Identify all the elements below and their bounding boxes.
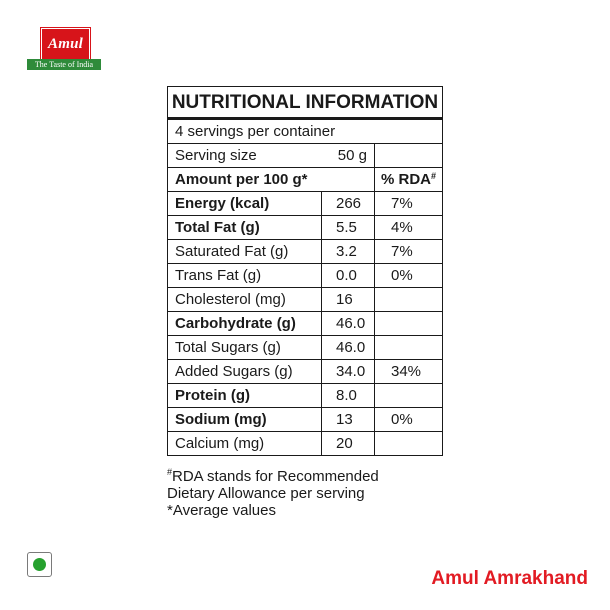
nutrient-rda: 7% bbox=[375, 192, 443, 216]
nutrient-value: 20 bbox=[322, 432, 375, 456]
servings-row bbox=[168, 119, 443, 144]
nutrient-rda bbox=[375, 288, 443, 312]
nutrient-rda bbox=[375, 384, 443, 408]
serving-size-value: 50 g bbox=[322, 144, 375, 168]
nutrient-row bbox=[168, 264, 443, 288]
serving-size-row bbox=[168, 144, 443, 168]
serving-size-label: Serving size bbox=[168, 144, 322, 168]
nutrient-name: Carbohydrate (g) bbox=[168, 312, 322, 336]
rda-header-mark: # bbox=[431, 171, 437, 181]
rda-footnote-line1 bbox=[167, 468, 467, 485]
nutrient-value: 5.5 bbox=[322, 216, 375, 240]
logo-text: Amul bbox=[48, 35, 83, 52]
serving-size-empty-cell bbox=[375, 144, 443, 168]
nutrient-name: Cholesterol (mg) bbox=[168, 288, 322, 312]
nutrient-value: 46.0 bbox=[322, 336, 375, 360]
nutrient-name: Calcium (mg) bbox=[168, 432, 322, 456]
table-title: NUTRITIONAL INFORMATION bbox=[168, 87, 443, 119]
servings-per-container: 4 servings per container bbox=[168, 119, 443, 144]
nutrient-row bbox=[168, 288, 443, 312]
nutrient-rda bbox=[375, 336, 443, 360]
rda-footnote-text: RDA stands for Recommended bbox=[172, 468, 379, 485]
nutrient-rda: 34% bbox=[375, 360, 443, 384]
nutrient-value: 8.0 bbox=[322, 384, 375, 408]
rda-header-label: % RDA bbox=[381, 171, 432, 188]
nutrition-table bbox=[167, 86, 443, 456]
nutrient-row bbox=[168, 312, 443, 336]
rda-header bbox=[375, 168, 443, 192]
logo-tagline: The Taste of India bbox=[34, 60, 94, 69]
nutrient-row bbox=[168, 192, 443, 216]
title-row bbox=[168, 87, 443, 119]
amul-logo bbox=[27, 28, 101, 72]
nutrient-row bbox=[168, 432, 443, 456]
rda-footnote-line2: Dietary Allowance per serving bbox=[167, 485, 365, 502]
nutrient-row bbox=[168, 240, 443, 264]
nutrition-table-body bbox=[168, 87, 443, 456]
nutrient-row bbox=[168, 408, 443, 432]
nutrient-rda: 0% bbox=[375, 408, 443, 432]
nutrient-name: Energy (kcal) bbox=[168, 192, 322, 216]
nutrient-rda bbox=[375, 432, 443, 456]
amount-header: Amount per 100 g* bbox=[168, 168, 375, 192]
header-row bbox=[168, 168, 443, 192]
nutrient-value: 3.2 bbox=[322, 240, 375, 264]
footnotes bbox=[167, 468, 467, 519]
average-values-note: *Average values bbox=[167, 502, 276, 519]
nutrient-name: Added Sugars (g) bbox=[168, 360, 322, 384]
nutrient-value: 46.0 bbox=[322, 312, 375, 336]
veg-symbol-icon bbox=[27, 552, 52, 577]
logo-tagline-strip bbox=[27, 59, 101, 70]
nutrient-value: 0.0 bbox=[322, 264, 375, 288]
nutrient-row bbox=[168, 384, 443, 408]
nutrient-rda bbox=[375, 312, 443, 336]
nutrient-name: Total Sugars (g) bbox=[168, 336, 322, 360]
nutrient-value: 266 bbox=[322, 192, 375, 216]
nutrient-row bbox=[168, 360, 443, 384]
nutrient-name: Protein (g) bbox=[168, 384, 322, 408]
nutrient-rda: 7% bbox=[375, 240, 443, 264]
rda-footnote-mark: # bbox=[167, 467, 173, 477]
logo-badge bbox=[41, 28, 90, 60]
nutrient-row bbox=[168, 216, 443, 240]
nutrient-value: 16 bbox=[322, 288, 375, 312]
product-name: Amul Amrakhand bbox=[431, 568, 588, 589]
nutrient-value: 34.0 bbox=[322, 360, 375, 384]
nutrient-value: 13 bbox=[322, 408, 375, 432]
veg-dot bbox=[33, 558, 46, 571]
nutrient-name: Saturated Fat (g) bbox=[168, 240, 322, 264]
nutrient-rda: 0% bbox=[375, 264, 443, 288]
nutrient-name: Total Fat (g) bbox=[168, 216, 322, 240]
nutrient-row bbox=[168, 336, 443, 360]
nutrient-name: Sodium (mg) bbox=[168, 408, 322, 432]
nutrient-name: Trans Fat (g) bbox=[168, 264, 322, 288]
nutrient-rda: 4% bbox=[375, 216, 443, 240]
